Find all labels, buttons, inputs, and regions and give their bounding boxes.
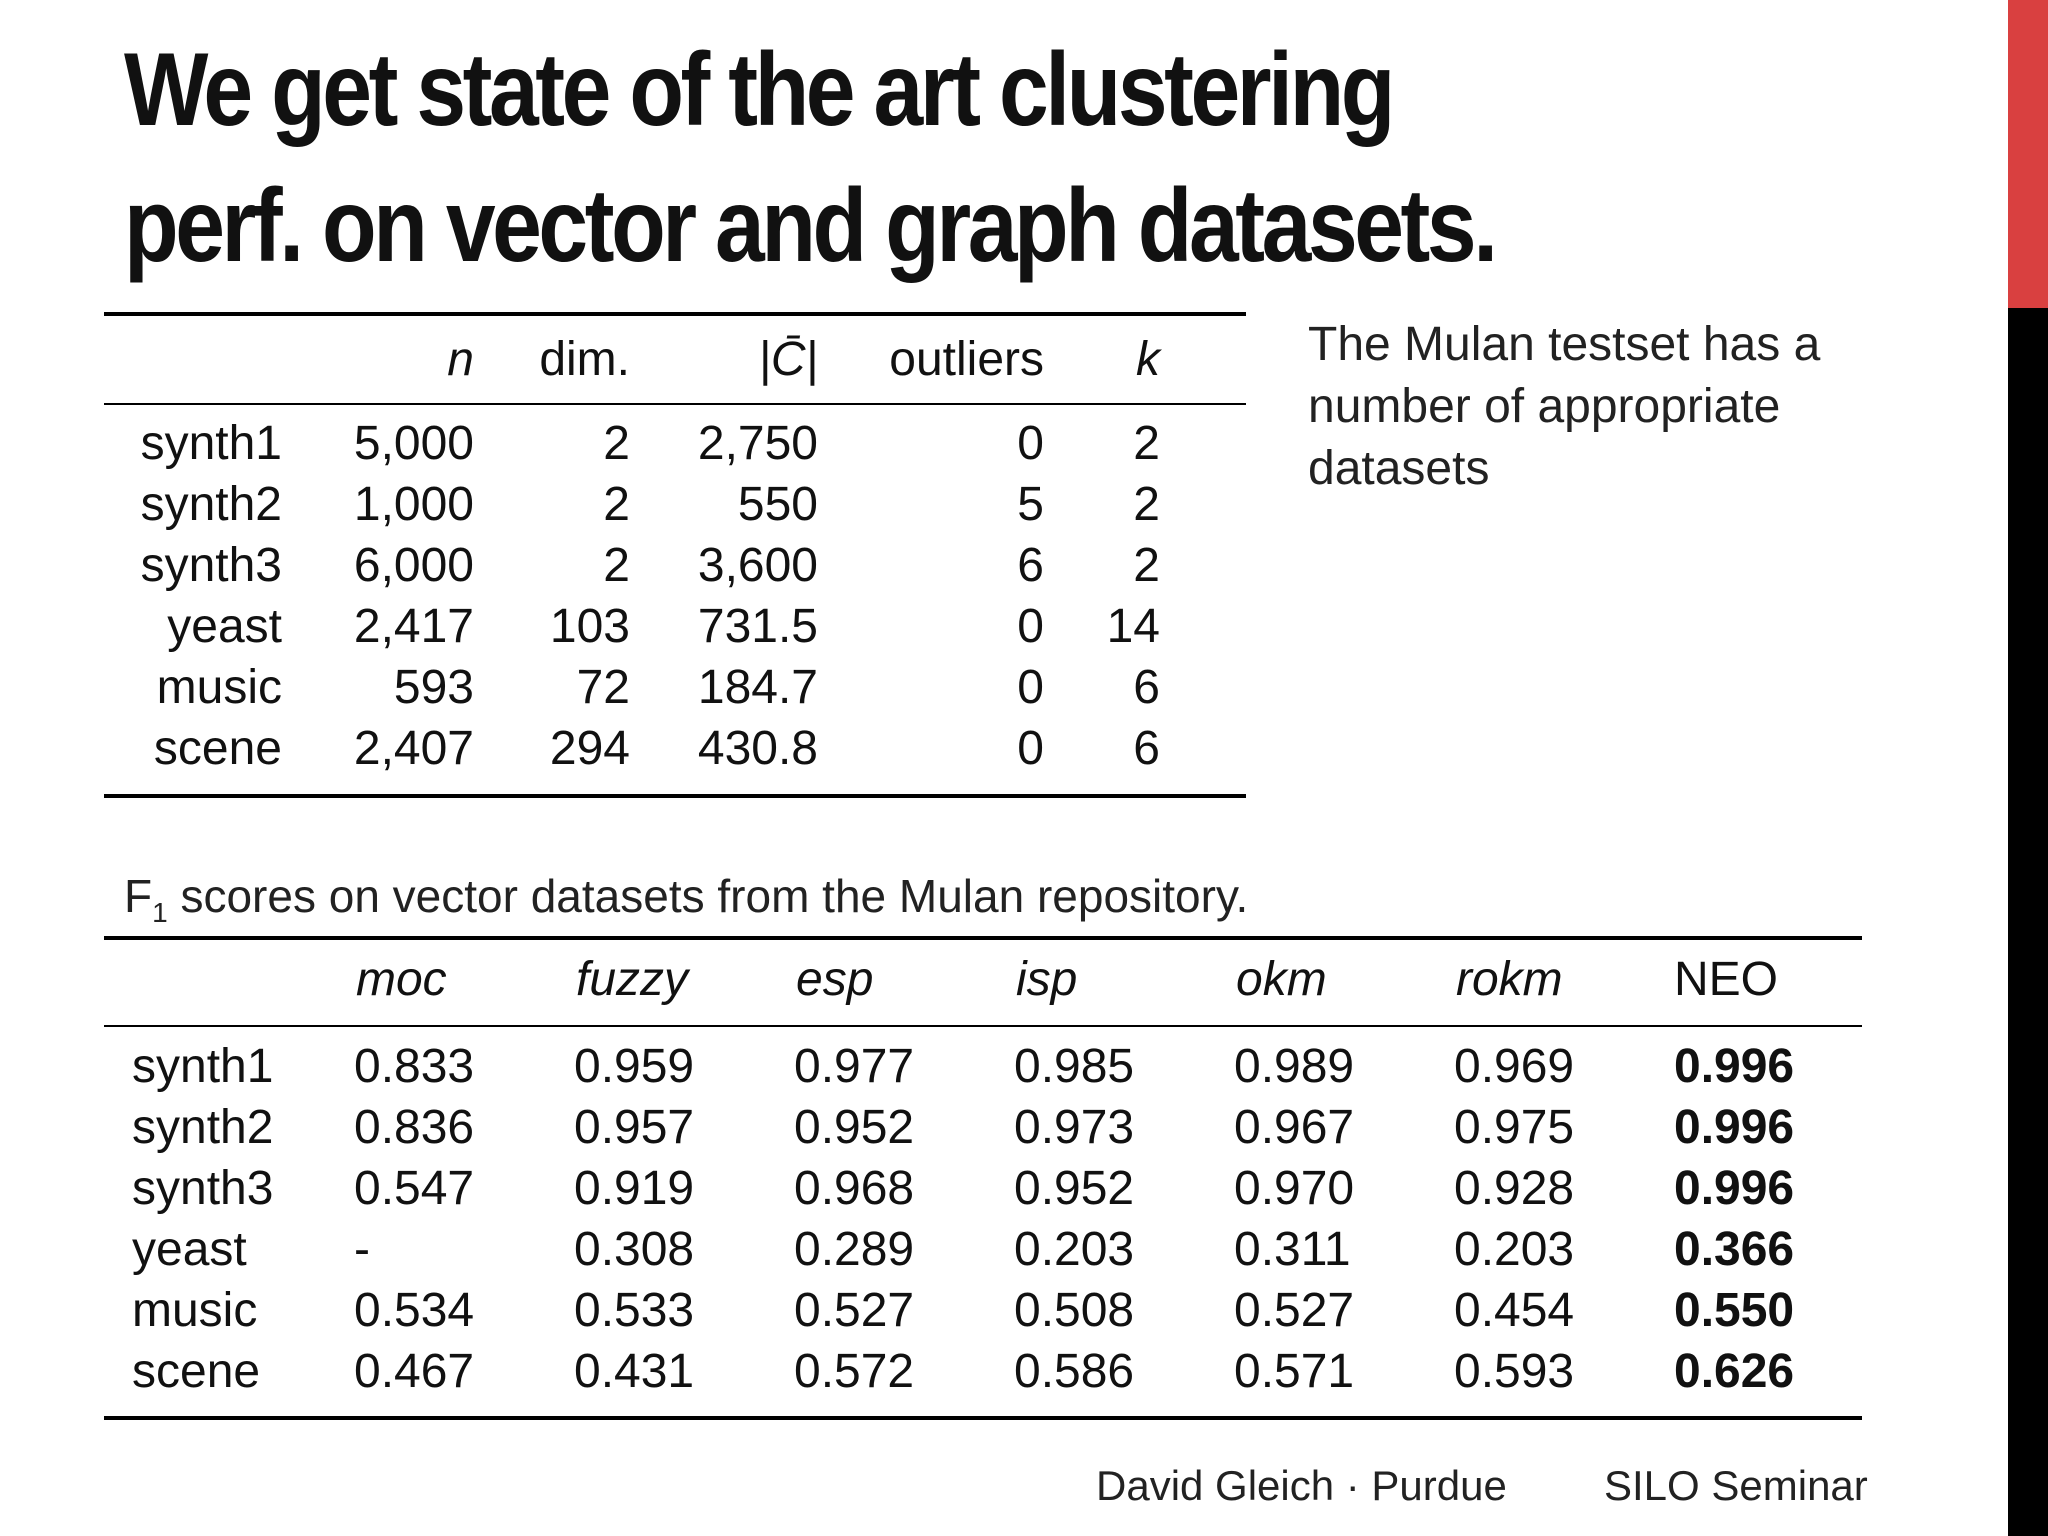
dataset-table-bottom-rule bbox=[104, 794, 1246, 798]
f1-header-okm: okm bbox=[1236, 953, 1327, 1006]
f1-cell-rokm: 0.975 bbox=[1454, 1101, 1575, 1154]
f1-cell-neo: 0.626 bbox=[1674, 1345, 1795, 1398]
f1-cell-neo: 0.996 bbox=[1674, 1101, 1795, 1154]
f1-cell-okm: 0.571 bbox=[1234, 1345, 1355, 1398]
dataset-cell-k: 6 bbox=[1133, 722, 1160, 775]
dataset-cell-n: 1,000 bbox=[353, 478, 474, 531]
dataset-header-k: k bbox=[1136, 333, 1160, 386]
dataset-cell-n: 5,000 bbox=[353, 417, 474, 470]
f1-header-esp: esp bbox=[796, 953, 874, 1006]
dataset-cell-cluster-size: 2,750 bbox=[697, 417, 818, 470]
dataset-cell-n: 593 bbox=[393, 661, 474, 714]
f1-row-name: scene bbox=[132, 1345, 261, 1398]
dataset-cell-outliers: 0 bbox=[1017, 600, 1044, 653]
f1-cell-esp: 0.968 bbox=[794, 1162, 915, 1215]
f1-row-name: synth3 bbox=[132, 1162, 274, 1215]
f1-header-moc: moc bbox=[356, 953, 447, 1006]
f1-cell-moc: 0.836 bbox=[354, 1101, 475, 1154]
dataset-cell-k: 6 bbox=[1133, 661, 1160, 714]
caption-f: F bbox=[124, 870, 153, 922]
f1-table-header-rule bbox=[104, 1025, 1862, 1027]
slide-title-line-2: perf. on vector and graph datasets. bbox=[124, 168, 1495, 284]
dataset-header-dim: dim. bbox=[539, 333, 630, 386]
dataset-row-name: scene bbox=[153, 722, 282, 775]
dataset-cell-outliers: 0 bbox=[1017, 722, 1044, 775]
dataset-table-top-rule bbox=[104, 312, 1246, 316]
f1-cell-esp: 0.572 bbox=[794, 1345, 915, 1398]
dataset-cell-k: 2 bbox=[1133, 417, 1160, 470]
dataset-cell-cluster-size: 731.5 bbox=[697, 600, 818, 653]
f1-cell-isp: 0.508 bbox=[1014, 1284, 1135, 1337]
f1-cell-esp: 0.952 bbox=[794, 1101, 915, 1154]
f1-cell-fuzzy: 0.308 bbox=[574, 1223, 695, 1276]
slide-title bbox=[124, 22, 1672, 294]
f1-cell-fuzzy: 0.533 bbox=[574, 1284, 695, 1337]
f1-cell-okm: 0.967 bbox=[1234, 1101, 1355, 1154]
f1-row-name: music bbox=[132, 1284, 258, 1337]
f1-cell-okm: 0.527 bbox=[1234, 1284, 1355, 1337]
dataset-row-name: synth1 bbox=[140, 417, 282, 470]
f1-cell-rokm: 0.928 bbox=[1454, 1162, 1575, 1215]
footer-venue: SILO Seminar bbox=[1604, 1462, 1868, 1509]
dataset-cell-n: 2,407 bbox=[353, 722, 474, 775]
f1-cell-fuzzy: 0.957 bbox=[574, 1101, 695, 1154]
dataset-header-n: n bbox=[447, 333, 474, 386]
accent-bar-red bbox=[2008, 0, 2048, 308]
dataset-cell-cluster-size: 3,600 bbox=[697, 539, 818, 592]
dataset-cell-outliers: 5 bbox=[1017, 478, 1044, 531]
dataset-cell-dim: 2 bbox=[603, 539, 630, 592]
dataset-cell-cluster-size: 184.7 bbox=[697, 661, 818, 714]
f1-cell-moc: 0.833 bbox=[354, 1040, 475, 1093]
caption-text: scores on vector datasets from the Mulan repository. bbox=[167, 870, 1249, 922]
f1-cell-neo: 0.996 bbox=[1674, 1040, 1795, 1093]
f1-header-fuzzy: fuzzy bbox=[576, 953, 689, 1006]
f1-cell-fuzzy: 0.959 bbox=[574, 1040, 695, 1093]
slide-title-line-1: We get state of the art clustering bbox=[124, 32, 1392, 148]
f1-cell-neo: 0.366 bbox=[1674, 1223, 1795, 1276]
dataset-row-name: synth3 bbox=[140, 539, 282, 592]
f1-cell-rokm: 0.593 bbox=[1454, 1345, 1575, 1398]
f1-cell-moc: 0.467 bbox=[354, 1345, 475, 1398]
dataset-header-outliers: outliers bbox=[889, 333, 1044, 386]
f1-cell-rokm: 0.454 bbox=[1454, 1284, 1575, 1337]
f1-row-name: synth1 bbox=[132, 1040, 274, 1093]
f1-cell-moc: 0.534 bbox=[354, 1284, 475, 1337]
f1-cell-neo: 0.996 bbox=[1674, 1162, 1795, 1215]
dataset-cell-k: 14 bbox=[1106, 600, 1160, 653]
f1-cell-isp: 0.985 bbox=[1014, 1040, 1135, 1093]
dataset-cell-dim: 2 bbox=[603, 478, 630, 531]
f1-cell-esp: 0.289 bbox=[794, 1223, 915, 1276]
dataset-cell-k: 2 bbox=[1133, 478, 1160, 531]
accent-bar-black bbox=[2008, 308, 2048, 1536]
dataset-cell-cluster-size: 430.8 bbox=[697, 722, 818, 775]
dataset-cell-n: 2,417 bbox=[353, 600, 474, 653]
dataset-cell-dim: 294 bbox=[549, 722, 630, 775]
side-note: The Mulan testset has a number of appropriate datasets bbox=[1308, 318, 1821, 495]
f1-header-rokm: rokm bbox=[1456, 953, 1563, 1006]
f1-header-neo: NEO bbox=[1674, 953, 1779, 1006]
dataset-cell-dim: 72 bbox=[576, 661, 630, 714]
f1-cell-esp: 0.527 bbox=[794, 1284, 915, 1337]
dataset-table-header-rule bbox=[104, 403, 1246, 405]
dataset-cell-outliers: 6 bbox=[1017, 539, 1044, 592]
dataset-row-name: synth2 bbox=[140, 478, 282, 531]
dataset-cell-outliers: 0 bbox=[1017, 661, 1044, 714]
f1-cell-fuzzy: 0.919 bbox=[574, 1162, 695, 1215]
f1-table-top-rule bbox=[104, 936, 1862, 940]
f1-cell-neo: 0.550 bbox=[1674, 1284, 1795, 1337]
dataset-cell-k: 2 bbox=[1133, 539, 1160, 592]
f1-header-isp: isp bbox=[1016, 953, 1078, 1006]
dataset-row-name: yeast bbox=[167, 600, 282, 653]
f1-cell-moc: 0.547 bbox=[354, 1162, 475, 1215]
dataset-cell-dim: 103 bbox=[549, 600, 630, 653]
f1-cell-isp: 0.203 bbox=[1014, 1223, 1135, 1276]
f1-cell-isp: 0.586 bbox=[1014, 1345, 1135, 1398]
dataset-cell-dim: 2 bbox=[603, 417, 630, 470]
f1-cell-rokm: 0.203 bbox=[1454, 1223, 1575, 1276]
f1-cell-esp: 0.977 bbox=[794, 1040, 915, 1093]
dataset-cell-n: 6,000 bbox=[353, 539, 474, 592]
f1-cell-isp: 0.973 bbox=[1014, 1101, 1135, 1154]
f1-cell-okm: 0.989 bbox=[1234, 1040, 1355, 1093]
f1-cell-rokm: 0.969 bbox=[1454, 1040, 1575, 1093]
f1-table-caption bbox=[124, 866, 1248, 943]
f1-cell-fuzzy: 0.431 bbox=[574, 1345, 695, 1398]
footer-author: David Gleich · Purdue bbox=[1096, 1462, 1507, 1509]
f1-cell-moc: - bbox=[354, 1223, 370, 1276]
f1-row-name: synth2 bbox=[132, 1101, 274, 1154]
dataset-cell-cluster-size: 550 bbox=[737, 478, 818, 531]
dataset-cell-outliers: 0 bbox=[1017, 417, 1044, 470]
f1-row-name: yeast bbox=[132, 1223, 247, 1276]
f1-cell-okm: 0.311 bbox=[1234, 1223, 1351, 1276]
f1-cell-isp: 0.952 bbox=[1014, 1162, 1135, 1215]
dataset-row-name: music bbox=[156, 661, 282, 714]
f1-table-bottom-rule bbox=[104, 1416, 1862, 1420]
f1-cell-okm: 0.970 bbox=[1234, 1162, 1355, 1215]
dataset-header-cluster-size: |C̄| bbox=[758, 333, 818, 386]
caption-subscript: 1 bbox=[152, 897, 168, 929]
